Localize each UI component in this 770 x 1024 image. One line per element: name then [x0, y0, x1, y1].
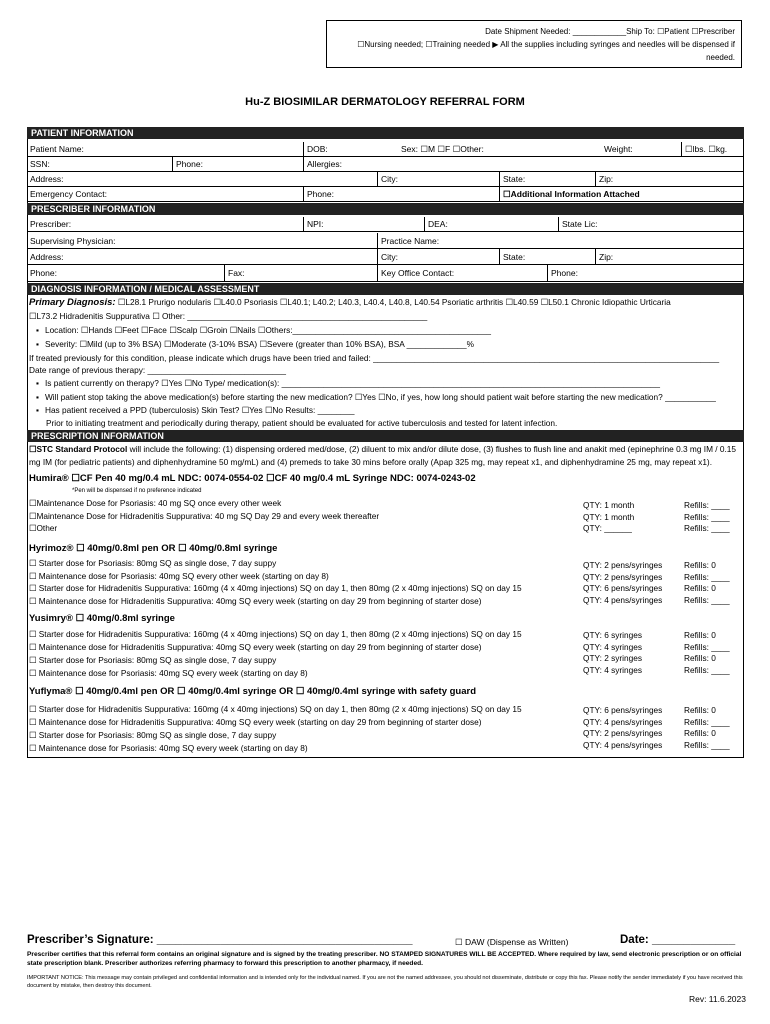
hyrimoz-option[interactable]: ☐ Maintenance dose for Psoriasis: 40mg SQ every other week (starting on day 8) — [29, 570, 329, 581]
refills-value[interactable]: Refills: 0 — [684, 653, 716, 664]
shipping-date-line[interactable]: Date Shipment Needed: ____________Ship To: ☐Patient ☐Prescriber — [485, 27, 735, 36]
patient-row-4 — [27, 187, 744, 202]
prescriber-phone-field[interactable]: Phone: — [30, 268, 57, 278]
primary-diagnosis-line — [29, 296, 671, 309]
dob-field[interactable]: DOB: — [303, 142, 393, 157]
prescriber-row-3 — [27, 249, 744, 265]
patient-city-field[interactable]: City: — [377, 172, 499, 187]
prescriber-row-2 — [27, 233, 744, 249]
qty-value[interactable]: QTY: 4 syringes — [583, 664, 643, 675]
hyrimoz-refills-column — [684, 560, 730, 606]
refills-value[interactable]: Refills: 0 — [684, 728, 716, 739]
refills-value[interactable]: Refills: ____ — [684, 571, 730, 582]
emergency-phone-field[interactable]: Phone: — [303, 187, 499, 202]
prescriber-row-1 — [27, 217, 744, 232]
stc-protocol-line[interactable] — [29, 443, 736, 455]
ppd-test-line[interactable]: ▪ Has patient received a PPD (tuberculosis) Skin Test? ☐Yes ☐No Results: ________ — [36, 404, 355, 416]
patient-row-1 — [27, 142, 744, 157]
refills-value[interactable]: Refills: ____ — [684, 511, 730, 522]
humira-qty-column — [583, 500, 634, 535]
sex-field[interactable]: Sex: ☐M ☐F ☐Other: — [401, 144, 484, 154]
prescriber-signature-line[interactable]: Prescriber’s Signature: ________________________________________ — [27, 934, 413, 946]
yuflyma-option[interactable]: ☐ Maintenance dose for Hidradenitis Suppurativa: 40mg SQ every week (starting on day 29 from beginning of starter dose) — [29, 717, 482, 727]
yusimry-heading[interactable]: Yusimry® ☐ 40mg/0.8ml syringe — [29, 613, 175, 624]
stc-protocol-line-2: mg IM (for pediatric patients) and diphenhydramine 50 mg/mL) and (4) premeds to take 30 mins before orally (Apap 325 mg, may repeat x1, and diphenhydramine 25 mg, may repeat x1). — [29, 457, 712, 467]
patient-row-3 — [27, 172, 744, 187]
prescription-section-header: PRESCRIPTION INFORMATION — [27, 430, 744, 442]
yusimry-option[interactable]: ☐ Maintenance dose for Hidradenitis Suppurativa: 40mg SQ every week (starting on day 29 from beginning of starter dose) — [29, 642, 482, 652]
patient-phone-field[interactable]: Phone: — [172, 157, 303, 172]
qty-value[interactable]: QTY: 2 syringes — [583, 653, 643, 664]
yuflyma-option[interactable]: ☐ Maintenance dose for Psoriasis: 40mg SQ every week (starting on day 8) — [29, 743, 308, 753]
qty-value[interactable]: QTY: 4 pens/syringes — [583, 716, 663, 727]
patient-name-field[interactable]: Patient Name: — [30, 144, 84, 154]
yusimry-option[interactable]: ☐ Starter dose for Psoriasis: 80mg SQ as single dose, 7 day suppy — [29, 655, 277, 665]
signature-date-line[interactable]: Date: _____________ — [620, 934, 736, 946]
humira-option[interactable]: ☐Other — [29, 523, 58, 533]
hyrimoz-option[interactable]: ☐ Starter dose for Hidradenitis Suppurativa: 160mg (4 x 40mg injections) SQ on day 1, then 80mg (2 x 40mg injections) SQ on day 15 — [29, 583, 522, 593]
yusimry-options — [29, 628, 522, 680]
refills-value[interactable]: Refills: ____ — [684, 664, 730, 675]
humira-pen-note: *Pen will be dispensed if no preference indicated — [72, 488, 202, 494]
primary-diagnosis-options[interactable]: ☐L28.1 Prurigo nodularis ☐L40.0 Psoriasis ☐L40.1; L40.2; L40.3, L40.4, L40.8, L40.54 Psoriatic arthritis ☐L40.59 ☐L50.1 Chronic Idiopathic Urticaria — [117, 297, 671, 307]
qty-value[interactable]: QTY: 6 pens/syringes — [583, 705, 663, 715]
qty-value[interactable]: QTY: 1 month — [583, 511, 635, 522]
stop-medication-line[interactable]: ▪ Will patient stop taking the above medication(s) before starting the new medication? ☐Yes ☐No, if yes, how long should patient wait before starting the new medication? ___________ — [36, 391, 716, 403]
humira-option[interactable]: ☐Maintenance Dose for Psoriasis: 40 mg SQ once every other week — [29, 498, 282, 508]
dea-field[interactable]: DEA: — [424, 217, 558, 232]
patient-address-field[interactable]: Address: — [30, 174, 64, 184]
refills-value[interactable]: Refills: ____ — [684, 641, 730, 652]
hyrimoz-heading[interactable]: Hyrimoz® ☐ 40mg/0.8ml pen OR ☐ 40mg/0.8ml syringe — [29, 543, 278, 554]
current-therapy-line[interactable]: ▪ Is patient currently on therapy? ☐Yes ☐No Type/ medication(s): __________________________________________________________________________________ — [36, 377, 660, 389]
tb-notice: Prior to initiating treatment and periodically during therapy, patient should be evaluated for active tuberculosis and tested for latent infection. — [46, 418, 558, 428]
qty-value[interactable]: QTY: 4 syringes — [583, 641, 643, 652]
hyrimoz-option[interactable]: ☐ Maintenance dose for Hidradenitis Suppurativa: 40mg SQ every week (starting on day 29 from beginning of starter dose) — [29, 595, 482, 606]
yuflyma-refills-column — [684, 705, 730, 751]
certification-text: Prescriber certifies that this referral form contains an original signature and is signed by the treating prescriber. NO STAMPED SIGNATURES WILL BE ACCEPTED. Where required by law, send electronic prescription or on official state prescription blank. Prescriber authorizes referring pharmacy to forward this prescription to another pharmacy, if needed. — [27, 951, 742, 967]
yuflyma-option[interactable]: ☐ Starter dose for Psoriasis: 80mg SQ as single dose, 7 day suppy — [29, 730, 277, 740]
qty-value[interactable]: QTY: 2 pens/syringes — [583, 728, 663, 739]
practice-name-field[interactable]: Practice Name: — [377, 233, 744, 249]
hyrimoz-options — [29, 557, 522, 607]
prescriber-address-field[interactable]: Address: — [30, 252, 64, 262]
yuflyma-heading[interactable]: Yuflyma® ☐ 40mg/0.4ml pen OR ☐ 40mg/0.4ml syringe OR ☐ 40mg/0.4ml syringe with safety guard — [29, 686, 477, 697]
emergency-contact-field[interactable]: Emergency Contact: — [30, 189, 108, 199]
shipping-box — [326, 20, 742, 68]
yusimry-option[interactable]: ☐ Maintenance dose for Psoriasis: 40mg SQ every week (starting on day 8) — [29, 668, 308, 678]
refills-value[interactable]: Refills: ____ — [684, 523, 730, 534]
refills-value[interactable]: Refills: ____ — [684, 594, 730, 605]
refills-value[interactable]: Refills: 0 — [684, 560, 716, 570]
prescriber-city-field[interactable]: City: — [377, 249, 499, 265]
supervising-physician-field[interactable]: Supervising Physician: — [30, 236, 116, 246]
patient-section-header: PATIENT INFORMATION — [27, 127, 744, 139]
yusimry-qty-column — [583, 630, 642, 676]
daw-checkbox[interactable]: ☐ DAW (Dispense as Written) — [455, 937, 569, 947]
ssn-field[interactable]: SSN: — [30, 159, 50, 169]
severity-line[interactable]: ▪ Severity: ☐Mild (up to 3% BSA) ☐Moderate (3-10% BSA) ☐Severe (greater than 10% BSA), BSA _____________% — [36, 338, 474, 350]
qty-value[interactable]: QTY: ______ — [583, 523, 632, 534]
diagnosis-section-header: DIAGNOSIS INFORMATION / MEDICAL ASSESSMENT — [27, 283, 744, 295]
weight-units[interactable]: ☐lbs. ☐kg. — [681, 142, 744, 157]
refills-value[interactable]: Refills: ____ — [684, 500, 730, 510]
yusimry-refills-column — [684, 630, 730, 676]
qty-value[interactable]: QTY: 6 syringes — [583, 630, 643, 640]
prescriber-section-header: PRESCRIBER INFORMATION — [27, 203, 744, 215]
prescriber-row-4 — [27, 265, 744, 282]
patient-row-2 — [27, 157, 744, 172]
patient-state-field[interactable]: State: — [499, 172, 595, 187]
stc-protocol-text: will include the following: (1) dispensing ordered med/dose, (2) diluent to mix and/or dilute dose, (3) flushes to flush line and anakit med (epinephrine 0.3 mg IM / 0.15 — [127, 444, 737, 454]
yusimry-option[interactable]: ☐ Starter dose for Hidradenitis Suppurativa: 160mg (4 x 40mg injections) SQ on day 1, then 80mg (2 x 40mg injections) SQ on day 15 — [29, 629, 522, 639]
revision-label: Rev: 11.6.2023 — [688, 994, 746, 1004]
npi-field[interactable]: NPI: — [303, 217, 424, 232]
treated-previously-line[interactable]: If treated previously for this condition, please indicate which drugs have been tried and failed: ___________________________________________________________________________ — [29, 353, 720, 363]
stc-protocol-label[interactable]: ☐STC Standard Protocol — [29, 444, 128, 454]
qty-value[interactable]: QTY: 2 pens/syringes — [583, 571, 663, 582]
humira-option[interactable]: ☐Maintenance Dose for Hidradenitis Suppurativa: 40 mg SQ Day 29 and every week thereafter — [29, 510, 380, 521]
hidradenitis-other-line[interactable]: ☐L73.2 Hidradenitis Suppurativa ☐ Other: ____________________________________________________ — [29, 311, 428, 321]
key-office-contact-field[interactable]: Key Office Contact: — [377, 265, 547, 282]
qty-value[interactable]: QTY: 6 pens/syringes — [583, 583, 663, 594]
additional-info-checkbox[interactable]: ☐Additional Information Attached — [499, 187, 744, 202]
key-office-phone-field[interactable]: Phone: — [547, 265, 744, 282]
shipping-nursing-line[interactable]: ☐Nursing needed; ☐Training needed ▶ All the supplies including syringes and needles will be dispensed if needed. — [357, 40, 735, 62]
hyrimoz-option[interactable]: ☐ Starter dose for Psoriasis: 80mg SQ as single dose, 7 day suppy — [29, 558, 277, 568]
humira-refills-column — [684, 500, 730, 535]
prescriber-field[interactable]: Prescriber: — [30, 219, 72, 229]
prescriber-zip-field[interactable]: Zip: — [595, 249, 744, 265]
state-lic-field[interactable]: State Lic: — [558, 217, 744, 232]
date-range-line[interactable]: Date range of previous therapy: ______________________________ — [29, 365, 286, 375]
qty-value[interactable]: QTY: 4 pens/syringes — [583, 594, 663, 605]
refills-value[interactable]: Refills: 0 — [684, 705, 716, 715]
humira-heading[interactable]: Humira® ☐CF Pen 40 mg/0.4 mL NDC: 0074-0554-02 ☐CF 40 mg/0.4 mL Syringe NDC: 0074-0243-02 — [29, 473, 476, 484]
important-notice: IMPORTANT NOTICE: This message may contain privileged and confidential information and is intended only for the individual named. If you are not the named addressee, you should not disseminate, distribute or copy this fax. Please notify the sender immediately if you have received this document by mistake, then destroy this document. — [27, 975, 743, 989]
primary-diagnosis-label: Primary Diagnosis: — [29, 297, 116, 308]
refills-value[interactable]: Refills: ____ — [684, 716, 730, 727]
qty-value[interactable]: QTY: 2 pens/syringes — [583, 560, 663, 570]
prescriber-fax-field[interactable]: Fax: — [224, 265, 377, 282]
prescriber-state-field[interactable]: State: — [499, 249, 595, 265]
yuflyma-qty-column — [583, 705, 662, 751]
weight-field[interactable]: Weight: — [604, 144, 633, 154]
yuflyma-option[interactable]: ☐ Starter dose for Hidradenitis Suppurativa: 160mg (4 x 40mg injections) SQ on day 1, then 80mg (2 x 40mg injections) SQ on day 15 — [29, 704, 522, 714]
allergies-field[interactable]: Allergies: — [303, 157, 744, 172]
refills-value[interactable]: Refills: ____ — [684, 739, 730, 750]
humira-options — [29, 497, 379, 535]
patient-zip-field[interactable]: Zip: — [595, 172, 744, 187]
form-title: Hu-Z BIOSIMILAR DERMATOLOGY REFERRAL FORM — [245, 96, 525, 108]
location-line[interactable]: ▪ Location: ☐Hands ☐Feet ☐Face ☐Scalp ☐Groin ☐Nails ☐Others:___________________________________________ — [36, 324, 491, 336]
hyrimoz-qty-column — [583, 560, 662, 606]
refills-value[interactable]: Refills: 0 — [684, 630, 716, 640]
qty-value[interactable]: QTY: 4 pens/syringes — [583, 739, 663, 750]
yuflyma-options — [29, 703, 522, 755]
refills-value[interactable]: Refills: 0 — [684, 583, 716, 594]
qty-value[interactable]: QTY: 1 month — [583, 500, 635, 510]
